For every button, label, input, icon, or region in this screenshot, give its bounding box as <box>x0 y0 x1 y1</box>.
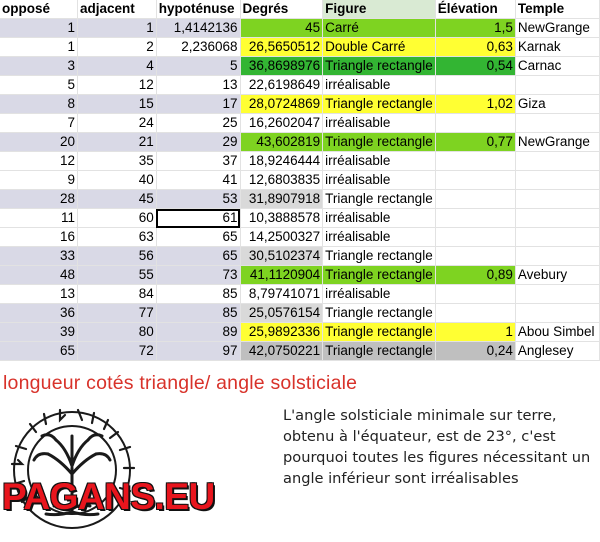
cell-elevation[interactable] <box>435 209 515 228</box>
table-row <box>0 304 600 323</box>
tree-of-life-rune-circle-icon <box>0 404 190 542</box>
cell-hypotenuse[interactable]: 5 <box>156 57 240 76</box>
cell-oppose[interactable]: 33 <box>0 247 77 266</box>
cell-temple[interactable] <box>515 171 599 190</box>
cell-temple[interactable] <box>515 76 599 95</box>
cell-degres[interactable]: 12,6803835 <box>240 171 323 190</box>
cell-degres[interactable]: 8,79741071 <box>240 285 323 304</box>
cell-hypotenuse[interactable]: 41 <box>156 171 240 190</box>
cell-adjacent[interactable]: 1 <box>77 19 156 38</box>
cell-figure[interactable]: Double Carré <box>323 38 436 57</box>
cell-elevation[interactable]: 0,89 <box>435 266 515 285</box>
cell-degres[interactable]: 16,2602047 <box>240 114 323 133</box>
cell-figure[interactable]: Triangle rectangle <box>323 342 436 361</box>
table-row <box>0 57 600 76</box>
cell-adjacent[interactable]: 60 <box>77 209 156 228</box>
header-hypotenuse[interactable]: hypoténuse <box>156 0 240 19</box>
cell-elevation[interactable]: 0,54 <box>435 57 515 76</box>
cell-figure[interactable]: irréalisable <box>323 228 436 247</box>
cell-oppose[interactable]: 7 <box>0 114 77 133</box>
cell-elevation[interactable]: 0,24 <box>435 342 515 361</box>
cell-adjacent[interactable]: 15 <box>77 95 156 114</box>
cell-hypotenuse[interactable]: 25 <box>156 114 240 133</box>
cell-oppose[interactable]: 65 <box>0 342 77 361</box>
cell-temple[interactable]: Anglesey <box>515 342 599 361</box>
cell-adjacent[interactable]: 45 <box>77 190 156 209</box>
cell-adjacent[interactable]: 63 <box>77 228 156 247</box>
cell-degres[interactable]: 14,2500327 <box>240 228 323 247</box>
table-row <box>0 266 600 285</box>
header-elevation[interactable]: Élévation <box>435 0 515 19</box>
logo-wordmark: PAGANS.EU <box>2 476 215 517</box>
cell-degres[interactable]: 18,9246444 <box>240 152 323 171</box>
cell-oppose[interactable]: 13 <box>0 285 77 304</box>
cell-degres[interactable]: 26,5650512 <box>240 38 323 57</box>
cell-degres[interactable]: 31,8907918 <box>240 190 323 209</box>
table-row <box>0 228 600 247</box>
cell-figure[interactable]: irréalisable <box>323 285 436 304</box>
table-row <box>0 133 600 152</box>
cell-elevation[interactable] <box>435 152 515 171</box>
cell-figure[interactable]: irréalisable <box>323 152 436 171</box>
cell-hypotenuse[interactable]: 17 <box>156 95 240 114</box>
cell-figure[interactable]: Triangle rectangle <box>323 95 436 114</box>
cell-hypotenuse[interactable]: 65 <box>156 247 240 266</box>
cell-hypotenuse[interactable]: 97 <box>156 342 240 361</box>
cell-temple[interactable] <box>515 152 599 171</box>
cell-oppose[interactable]: 20 <box>0 133 77 152</box>
cell-elevation[interactable]: 1,02 <box>435 95 515 114</box>
cell-figure[interactable]: irréalisable <box>323 171 436 190</box>
cell-figure[interactable]: Triangle rectangle <box>323 304 436 323</box>
header-adjacent[interactable]: adjacent <box>77 0 156 19</box>
cell-adjacent[interactable]: 40 <box>77 171 156 190</box>
headline: longueur cotés triangle/ angle solsticiale <box>3 372 358 394</box>
cell-figure[interactable]: irréalisable <box>323 76 436 95</box>
cell-oppose[interactable]: 9 <box>0 171 77 190</box>
cell-hypotenuse[interactable]: 13 <box>156 76 240 95</box>
cell-oppose[interactable]: 1 <box>0 19 77 38</box>
cell-degres[interactable]: 42,0750221 <box>240 342 323 361</box>
cell-elevation[interactable] <box>435 190 515 209</box>
cell-hypotenuse[interactable]: 2,236068 <box>156 38 240 57</box>
cell-adjacent[interactable]: 12 <box>77 76 156 95</box>
cell-hypotenuse[interactable]: 53 <box>156 190 240 209</box>
cell-oppose[interactable]: 39 <box>0 323 77 342</box>
cell-adjacent[interactable]: 56 <box>77 247 156 266</box>
cell-hypotenuse[interactable]: 37 <box>156 152 240 171</box>
table-row <box>0 152 600 171</box>
header-figure[interactable]: Figure <box>323 0 436 19</box>
cell-oppose[interactable]: 11 <box>0 209 77 228</box>
cell-elevation[interactable] <box>435 304 515 323</box>
cell-temple[interactable]: NewGrange <box>515 133 599 152</box>
cell-oppose[interactable]: 8 <box>0 95 77 114</box>
cell-elevation[interactable] <box>435 171 515 190</box>
header-degres[interactable]: Degrés <box>240 0 323 19</box>
cell-figure[interactable]: Carré <box>323 19 436 38</box>
table-row <box>0 285 600 304</box>
cell-temple[interactable]: Avebury <box>515 266 599 285</box>
cell-elevation[interactable] <box>435 228 515 247</box>
cell-oppose[interactable]: 48 <box>0 266 77 285</box>
cell-elevation[interactable] <box>435 76 515 95</box>
cell-degres[interactable]: 41,1120904 <box>240 266 323 285</box>
cell-oppose[interactable]: 36 <box>0 304 77 323</box>
table-row <box>0 76 600 95</box>
table-row <box>0 209 600 228</box>
cell-temple[interactable] <box>515 209 599 228</box>
cell-oppose[interactable]: 5 <box>0 76 77 95</box>
cell-degres[interactable]: 10,3888578 <box>240 209 323 228</box>
cell-adjacent[interactable]: 84 <box>77 285 156 304</box>
cell-oppose[interactable]: 12 <box>0 152 77 171</box>
cell-adjacent[interactable]: 4 <box>77 57 156 76</box>
cell-oppose[interactable]: 16 <box>0 228 77 247</box>
cell-elevation[interactable] <box>435 114 515 133</box>
cell-adjacent[interactable]: 77 <box>77 304 156 323</box>
cell-degres[interactable]: 30,5102374 <box>240 247 323 266</box>
table-row <box>0 323 600 342</box>
cell-figure[interactable]: Triangle rectangle <box>323 57 436 76</box>
cell-adjacent[interactable]: 24 <box>77 114 156 133</box>
cell-degres[interactable]: 25,0576154 <box>240 304 323 323</box>
table-row <box>0 19 600 38</box>
cell-temple[interactable] <box>515 114 599 133</box>
cell-degres[interactable]: 36,8698976 <box>240 57 323 76</box>
cell-oppose[interactable]: 3 <box>0 57 77 76</box>
cell-temple[interactable]: NewGrange <box>515 19 599 38</box>
cell-figure[interactable]: irréalisable <box>323 209 436 228</box>
table-row <box>0 38 600 57</box>
cell-temple[interactable] <box>515 190 599 209</box>
cell-elevation[interactable]: 0,63 <box>435 38 515 57</box>
selected-cell-hypotenuse[interactable]: 61 <box>156 209 240 228</box>
cell-temple[interactable] <box>515 304 599 323</box>
cell-adjacent[interactable]: 21 <box>77 133 156 152</box>
cell-hypotenuse[interactable]: 85 <box>156 304 240 323</box>
cell-hypotenuse[interactable]: 73 <box>156 266 240 285</box>
cell-hypotenuse[interactable]: 89 <box>156 323 240 342</box>
cell-degres[interactable]: 43,602819 <box>240 133 323 152</box>
cell-temple[interactable]: Karnak <box>515 38 599 57</box>
header-temple[interactable]: Temple <box>515 0 599 19</box>
cell-temple[interactable]: Abou Simbel <box>515 323 599 342</box>
cell-figure[interactable]: Triangle rectangle <box>323 323 436 342</box>
explanation-note: L'angle solsticiale minimale sur terre, obtenu à l'équateur, est de 23°, c'est pourquoi toutes les figures nécessitant un angle inférieur sont irréalisables <box>283 407 591 487</box>
cell-figure[interactable]: Triangle rectangle <box>323 266 436 285</box>
cell-figure[interactable]: Triangle rectangle <box>323 190 436 209</box>
cell-elevation[interactable] <box>435 285 515 304</box>
cell-adjacent[interactable]: 35 <box>77 152 156 171</box>
cell-degres[interactable]: 22,6198649 <box>240 76 323 95</box>
table-row <box>0 95 600 114</box>
cell-adjacent[interactable]: 72 <box>77 342 156 361</box>
cell-elevation[interactable]: 1 <box>435 323 515 342</box>
cell-degres[interactable]: 25,9892336 <box>240 323 323 342</box>
table-row <box>0 114 600 133</box>
cell-figure[interactable]: irréalisable <box>323 114 436 133</box>
cell-figure[interactable]: Triangle rectangle <box>323 247 436 266</box>
cell-degres[interactable]: 28,0724869 <box>240 95 323 114</box>
cell-temple[interactable] <box>515 247 599 266</box>
header-row <box>0 0 600 19</box>
cell-temple[interactable] <box>515 285 599 304</box>
table-row <box>0 342 600 361</box>
table-row <box>0 247 600 266</box>
cell-hypotenuse[interactable]: 65 <box>156 228 240 247</box>
cell-figure[interactable]: Triangle rectangle <box>323 133 436 152</box>
cell-degres[interactable]: 45 <box>240 19 323 38</box>
cell-adjacent[interactable]: 55 <box>77 266 156 285</box>
cell-elevation[interactable]: 0,77 <box>435 133 515 152</box>
cell-temple[interactable] <box>515 228 599 247</box>
cell-oppose[interactable]: 1 <box>0 38 77 57</box>
table-row <box>0 190 600 209</box>
cell-elevation[interactable]: 1,5 <box>435 19 515 38</box>
table-row <box>0 171 600 190</box>
cell-adjacent[interactable]: 2 <box>77 38 156 57</box>
cell-temple[interactable]: Giza <box>515 95 599 114</box>
cell-hypotenuse[interactable]: 29 <box>156 133 240 152</box>
cell-hypotenuse[interactable]: 1,4142136 <box>156 19 240 38</box>
cell-elevation[interactable] <box>435 247 515 266</box>
cell-adjacent[interactable]: 80 <box>77 323 156 342</box>
cell-oppose[interactable]: 28 <box>0 190 77 209</box>
cell-hypotenuse[interactable]: 85 <box>156 285 240 304</box>
header-oppose[interactable]: opposé <box>0 0 77 19</box>
cell-temple[interactable]: Carnac <box>515 57 599 76</box>
